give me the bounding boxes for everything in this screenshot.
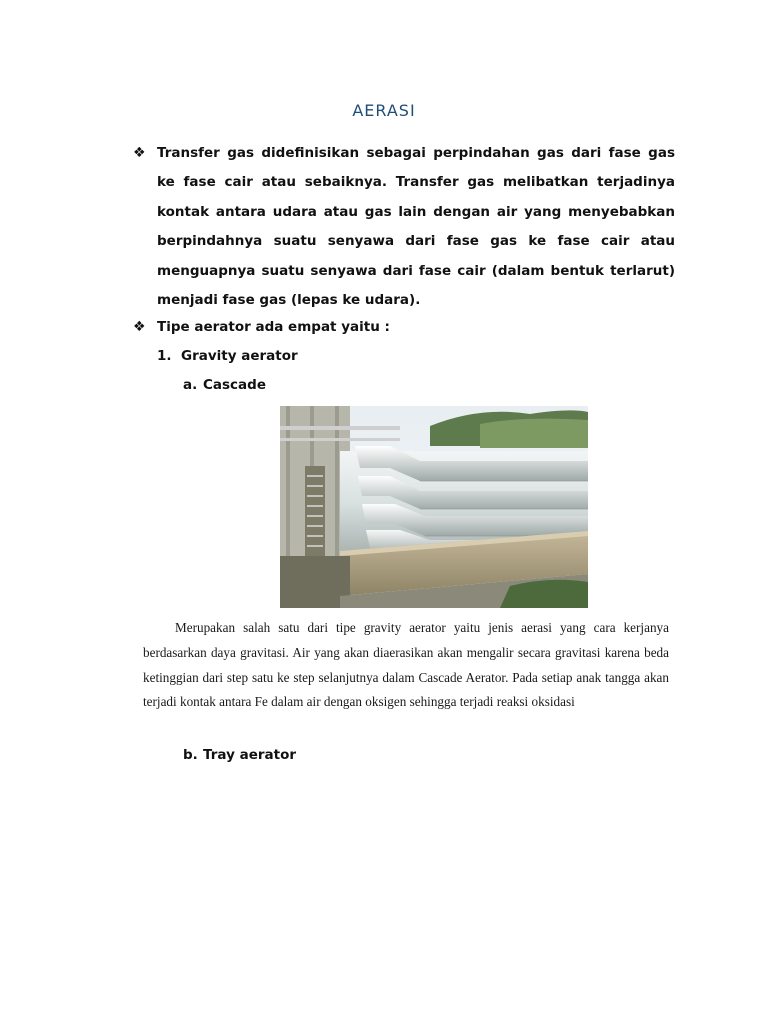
bullet-text: Transfer gas didefinisikan sebagai perpindahan gas dari fase gas ke fase cair atau sebaiknya. Transfer gas melibatkan terjadinya kontak antara udara atau gas lain dengan air yang menyebabkan berpindahnya suatu senyawa dari fase gas ke fase cair atau menguapnya suatu senyawa dari fase cair (dalam bentuk terlarut) menjadi fase gas (lepas ke udara). [157, 145, 675, 309]
list-label: Tray aerator [203, 747, 296, 763]
list-item-tray-aerator [183, 741, 296, 770]
list-number: 1. [157, 348, 172, 364]
cascade-aerator-photo [280, 406, 588, 608]
list-label: Gravity aerator [181, 348, 298, 364]
bullet-text: Tipe aerator ada empat yaitu : [157, 319, 390, 335]
list-item-gravity-aerator [157, 342, 298, 371]
page-title: AERASI [352, 101, 416, 120]
list-item-cascade [183, 371, 266, 400]
diamond-bullet-icon: ❖ [133, 319, 146, 335]
list-letter: b. [183, 747, 198, 763]
cascade-description-paragraph [143, 616, 669, 715]
list-label: Cascade [203, 377, 266, 393]
list-letter: a. [183, 377, 198, 393]
diamond-bullet-icon: ❖ [133, 145, 146, 161]
bullet-item-aerator-types [133, 313, 675, 342]
bullet-item-gas-transfer [133, 139, 675, 315]
paragraph-text: Merupakan salah satu dari tipe gravity aerator yaitu jenis aerasi yang cara kerjanya berdasarkan daya gravitasi. Air yang akan diaerasikan akan mengalir secara gravitasi karena beda ketinggian dari step satu ke step selanjutnya dalam Cascade Aerator. Pada setiap anak tangga akan terjadi kontak antara Fe dalam air dengan oksigen sehingga terjadi reaksi oksidasi [143, 620, 669, 710]
